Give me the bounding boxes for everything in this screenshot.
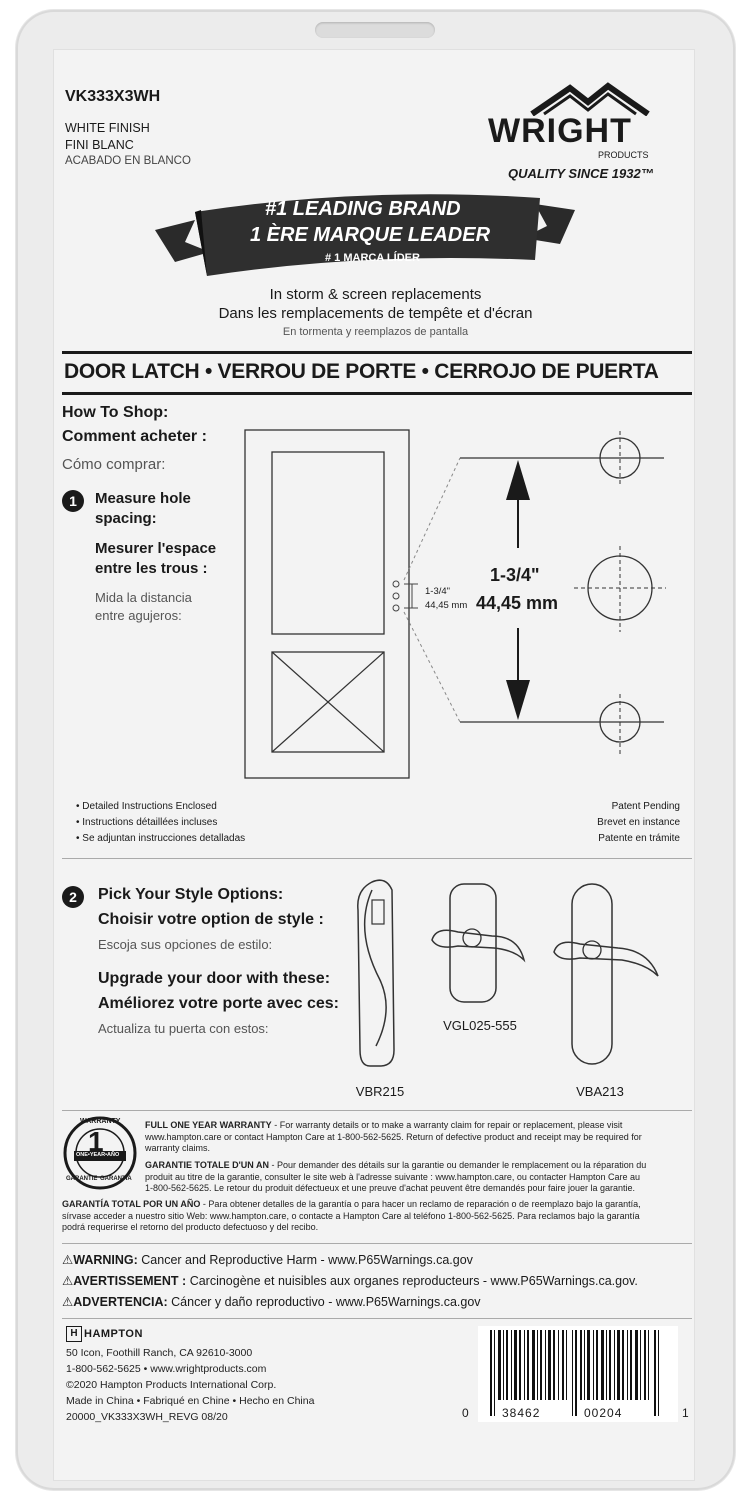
step1-es-2: entre agujeros: — [95, 608, 182, 623]
note-right-3: Patente en trámite — [598, 833, 680, 844]
warranty-en-title: FULL ONE YEAR WARRANTY — [145, 1120, 272, 1130]
warranty-es-body-3: podrá requerirse el retorno del producto defectuoso y del recibo. — [62, 1222, 319, 1232]
barcode-digit-start: 0 — [462, 1406, 470, 1420]
how-to-shop-fr: Comment acheter : — [62, 428, 207, 445]
upgrade-es: Actualiza tu puerta con estos: — [98, 1021, 269, 1036]
step1-fr-1: Mesurer l'espace — [95, 540, 217, 557]
warning-es-text: Cáncer y daño reproductivo - www.P65Warnings.ca.gov — [171, 1295, 481, 1309]
warning-fr — [62, 1273, 638, 1288]
warning-es — [62, 1294, 481, 1309]
warning-triangle-icon: ⚠ — [62, 1295, 74, 1309]
step-1-badge: 1 — [62, 490, 84, 512]
roof-logo-icon — [530, 82, 650, 116]
finish-fr: FINI BLANC — [65, 138, 134, 152]
warranty-fr — [145, 1160, 690, 1195]
small-dim-mm: 44,45 mm — [425, 600, 468, 611]
warning-en — [62, 1252, 473, 1267]
style-fr: Choisir votre option de style : — [98, 911, 324, 928]
banner-line-2: 1 ÈRE MARQUE LEADER — [250, 224, 491, 246]
finish-es: ACABADO EN BLANCO — [65, 155, 191, 167]
note-left-3: • Se adjuntan instrucciones detalladas — [76, 833, 246, 844]
finish-en: WHITE FINISH — [65, 121, 150, 135]
style-en: Pick Your Style Options: — [98, 886, 284, 903]
banner-line-1: #1 LEADING BRAND — [265, 198, 461, 220]
barcode-group-1: 38462 — [502, 1406, 541, 1420]
warning-en-text: Cancer and Reproductive Harm - www.P65Warnings.ca.gov — [141, 1253, 473, 1267]
seal-side: GARANTIE — [66, 1176, 98, 1182]
warranty-fr-body-2: produit au titre de la garantie, consulter le site web à l'adresse suivante : www.hampton.care, ou contacter Hampton Care au — [145, 1171, 640, 1182]
warning-es-label: ADVERTENCIA: — [73, 1295, 168, 1309]
handle-vbr215-icon — [350, 870, 410, 1070]
product-vba213: VBA213 — [576, 1084, 624, 1099]
step1-fr-2: entre les trous : — [95, 560, 208, 577]
how-to-shop-en: How To Shop: — [62, 404, 169, 421]
seal-top: WARRANTY — [80, 1118, 121, 1125]
divider-4 — [62, 1318, 692, 1319]
sku-label: VK333X3WH — [65, 88, 161, 105]
step1-es-1: Mida la distancia — [95, 590, 192, 605]
banner-line-3: # 1 MARCA LÍDER — [325, 252, 420, 264]
warning-fr-text: Carcinogène et nuisibles aux organes reproducteurs - www.P65Warnings.ca.gov. — [189, 1274, 638, 1288]
big-dim-mm: 44,45 mm — [476, 593, 559, 613]
warning-en-label: WARNING: — [73, 1253, 138, 1267]
storm-fr: Dans les remplacements de tempête et d'écran — [218, 305, 533, 322]
warranty-en — [145, 1120, 690, 1155]
footer-brand: HAMPTON — [84, 1328, 143, 1340]
product-vgl025: VGL025-555 — [443, 1018, 517, 1033]
product-vbr215: VBR215 — [355, 1084, 405, 1099]
warranty-es — [62, 1199, 692, 1234]
title-rule-top — [62, 351, 692, 354]
style-es: Escoja sus opciones de estilo: — [98, 937, 273, 952]
footer-line-3: ©2020 Hampton Products International Corp. — [66, 1379, 277, 1391]
warranty-en-body-3: warranty claims. — [145, 1143, 211, 1153]
warranty-en-body-1: - For warranty details or to make a warranty claim for repair or replacement, please visit — [274, 1120, 623, 1130]
upgrade-en: Upgrade your door with these: — [98, 970, 331, 987]
product-title: DOOR LATCH • VERROU DE PORTE • CERROJO DE PUERTA — [64, 360, 659, 383]
seal-band: ONE•YEAR•AÑO — [76, 1152, 120, 1158]
warning-triangle-icon: ⚠ — [62, 1274, 74, 1288]
upgrade-fr: Améliorez votre porte avec ces: — [98, 995, 339, 1012]
divider-2 — [62, 1110, 692, 1111]
step1-en-2: spacing: — [95, 510, 157, 527]
barcode-group-2: 00204 — [584, 1406, 623, 1420]
note-left-1: • Detailed Instructions Enclosed — [76, 801, 217, 812]
footer-line-5: 20000_VK333X3WH_REVG 08/20 — [66, 1411, 228, 1423]
storm-es: En tormenta y reemplazos de pantalla — [282, 326, 469, 338]
handle-vgl025-icon — [428, 880, 528, 1010]
warranty-es-body-2: sírvase acceder a nuestro sitio Web: www.hampton.care, o contacte a Hampton Care al teléfono 1-800-562-5625. Para reclamos bajo la garantía — [62, 1210, 640, 1221]
warranty-es-body-1: - Para obtener detalles de la garantía o para hacer un reclamo de reparación o de reemplazo bajo la garantía, — [202, 1199, 641, 1209]
storm-en: In storm & screen replacements — [269, 286, 482, 303]
seal-number: 1 — [88, 1126, 104, 1157]
note-right-2: Brevet en instance — [597, 817, 680, 828]
small-dim-in: 1-3/4" — [425, 586, 451, 597]
logo-tagline: QUALITY SINCE 1932™ — [508, 166, 654, 181]
note-right-1: Patent Pending — [611, 801, 680, 812]
handle-vba213-icon — [548, 880, 668, 1070]
warranty-en-body-2: www.hampton.care or contact Hampton Care at 1-800-562-5625. Return of defective product and receipt may be required for — [145, 1131, 642, 1142]
warranty-fr-title: GARANTIE TOTALE D'UN AN — [145, 1160, 269, 1170]
hampton-logo-icon: H — [66, 1326, 82, 1342]
logo-products: PRODUCTS — [598, 150, 649, 160]
seal-right: GARANTÍA — [100, 1176, 132, 1182]
warranty-fr-body-1: - Pour demander des détails sur la garantie ou demander le remplacement ou la réparation du — [271, 1160, 647, 1170]
how-to-shop-es: Cómo comprar: — [62, 456, 166, 473]
big-dim-in: 1-3/4" — [490, 565, 540, 585]
title-rule-bottom — [62, 392, 692, 395]
footer-line-4: Made in China • Fabriqué en Chine • Hecho en China — [66, 1395, 315, 1407]
warranty-es-title: GARANTÍA TOTAL POR UN AÑO — [62, 1199, 201, 1209]
hang-hole — [315, 22, 435, 38]
divider-1 — [62, 858, 692, 859]
divider-3 — [62, 1243, 692, 1244]
footer-line-1: 50 Icon, Foothill Ranch, CA 92610-3000 — [66, 1347, 253, 1359]
step1-en-1: Measure hole — [95, 490, 191, 507]
note-left-2: • Instructions détaillées incluses — [76, 817, 218, 828]
footer-line-2: 1-800-562-5625 • www.wrightproducts.com — [66, 1363, 267, 1375]
warning-fr-label: AVERTISSEMENT : — [73, 1274, 187, 1288]
warning-triangle-icon: ⚠ — [62, 1253, 74, 1267]
logo-wright: WRIGHT — [488, 112, 632, 150]
barcode-digit-end: 1 — [682, 1406, 690, 1420]
warranty-fr-body-3: 1-800-562-5625. Le retour du produit défectueux et une preuve d'achat peuvent être demandés pour faire jouer la garantie. — [145, 1183, 636, 1193]
step-2-badge: 2 — [62, 886, 84, 908]
